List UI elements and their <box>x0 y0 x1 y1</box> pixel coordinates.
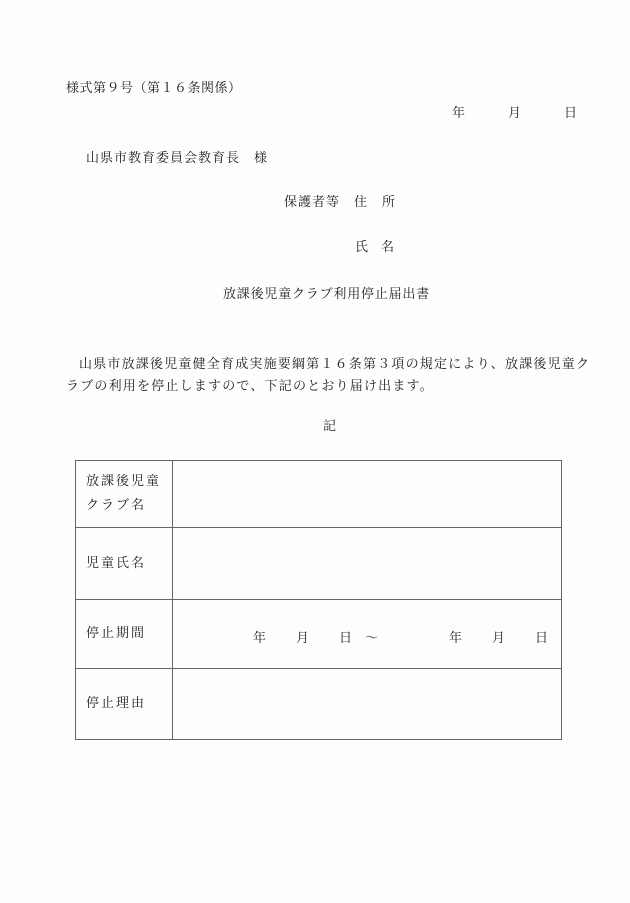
child-name-label: 児童氏名 <box>76 528 173 600</box>
form-number: 様式第９号（第１６条関係） <box>66 81 242 96</box>
document-title: 放課後児童クラブ利用停止届出書 <box>223 287 431 302</box>
period-separator: ～ <box>365 631 379 646</box>
from-year-label: 年 <box>253 631 267 646</box>
date-year-label: 年 <box>452 106 466 121</box>
from-month-label: 月 <box>296 631 310 646</box>
date-month-label: 月 <box>508 106 522 121</box>
club-name-label-line1: 放課後児童 <box>86 474 162 489</box>
address-label: 住 所 <box>354 195 397 210</box>
suspension-reason-field[interactable] <box>173 669 562 740</box>
table-row-suspension-reason <box>76 669 562 740</box>
note-heading: 記 <box>323 419 337 434</box>
club-name-label-line2: クラブ名 <box>86 498 147 513</box>
from-day-label: 日 <box>339 631 353 646</box>
club-name-field[interactable] <box>173 461 562 528</box>
applicant-name-label: 氏 名 <box>355 240 395 255</box>
suspension-period-field[interactable] <box>173 600 562 669</box>
to-day-label: 日 <box>535 631 549 646</box>
child-name-field[interactable] <box>173 528 562 600</box>
to-year-label: 年 <box>449 631 463 646</box>
suspension-period-label: 停止期間 <box>76 600 173 669</box>
table-row-child-name <box>76 528 562 600</box>
addressee: 山県市教育委員会教育長 様 <box>86 151 269 166</box>
body-text: 山県市放課後児童健全育成実施要綱第１６条第３項の規定により、放課後児童クラブの利用を停止しますので、下記のとおり届け出ます。 <box>66 357 591 394</box>
notification-table <box>75 460 562 740</box>
table-row-suspension-period <box>76 600 562 669</box>
table-row-club-name <box>76 461 562 528</box>
club-name-label <box>76 461 173 528</box>
suspension-reason-label: 停止理由 <box>76 669 173 740</box>
applicant-role: 保護者等 <box>284 195 341 210</box>
to-month-label: 月 <box>492 631 506 646</box>
applicant-address-line <box>284 196 396 209</box>
date-day-label: 日 <box>564 106 578 121</box>
